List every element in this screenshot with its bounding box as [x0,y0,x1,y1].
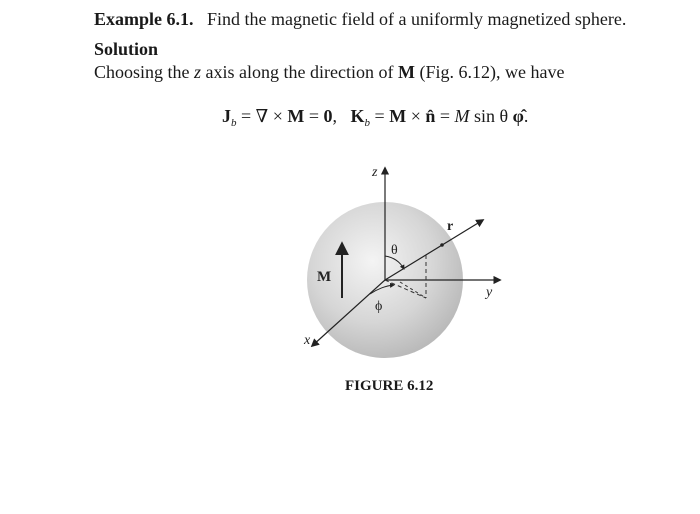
example-text: Find the magnetic field of a uniformly magnetized sphere. [207,9,627,29]
intro-z: z [194,62,202,82]
eq-nhat: n̂ [425,106,436,126]
eq-K-sub: b [364,117,371,129]
surface-point [440,243,444,247]
eq-phihat: φ̂ [512,106,524,126]
eq-J: J [222,106,231,126]
example-label: Example 6.1. [94,9,194,29]
example-statement [94,9,626,30]
phi-label: ϕ [375,299,383,314]
eq-sin: sin θ [469,106,513,126]
intro-prefix: Choosing the [94,62,195,82]
eq-M3: M [454,106,470,126]
eq-part1: = ∇ × [236,106,288,126]
eq-M1: M [287,106,305,126]
solution-heading: Solution [94,39,159,59]
solution-intro [94,62,564,83]
eq-part3: = [370,106,390,126]
eq-times: × [406,106,426,126]
magnetization-label: M [317,269,332,285]
bound-current-equation [222,106,528,127]
r-label: r [447,219,454,234]
figure-caption: FIGURE 6.12 [345,378,434,394]
y-axis-label: y [486,285,493,300]
eq-zero: 0 [323,106,333,126]
x-axis-label: x [304,333,311,348]
eq-M2: M [389,106,407,126]
intro-suffix: (Fig. 6.12), we have [414,62,565,82]
eq-J-sub: b [231,117,237,129]
eq-part2: = [304,106,324,126]
theta-label: θ [391,243,398,258]
intro-middle: axis along the direction of [201,62,398,82]
eq-sep: , [332,106,351,126]
eq-K: K [350,106,365,126]
eq-end: . [523,106,529,126]
eq-part4: = [435,106,455,126]
intro-M: M [397,62,415,82]
z-axis-label: z [372,165,378,180]
magnetized-sphere-figure [290,158,520,368]
